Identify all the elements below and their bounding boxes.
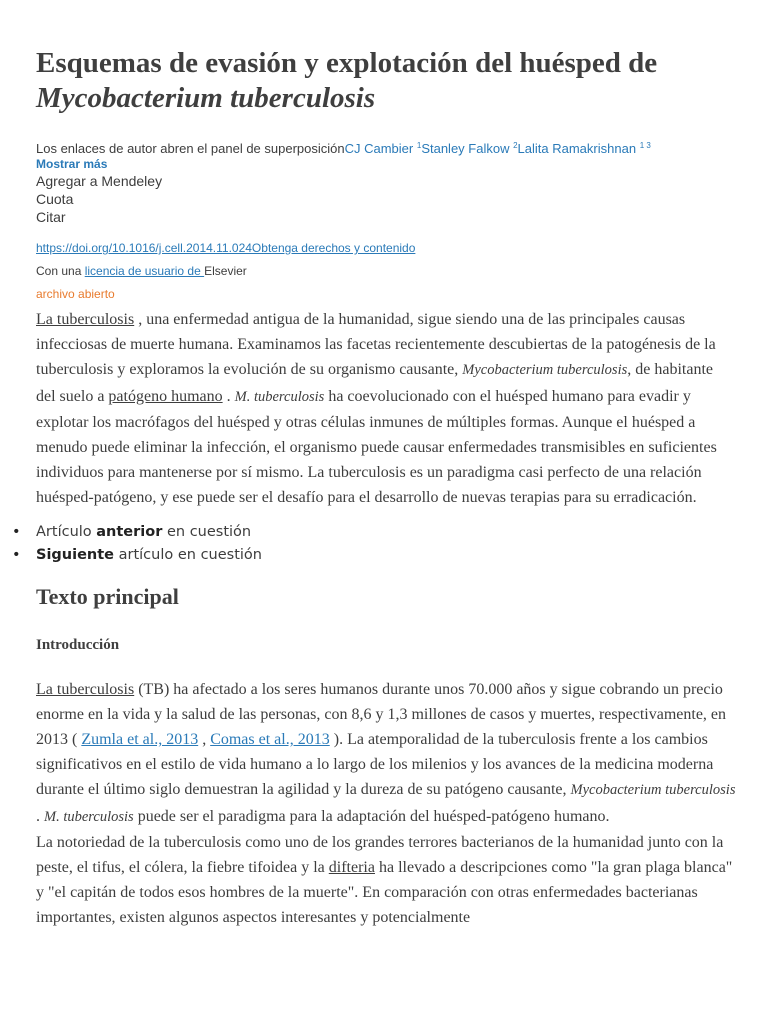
author-link-falkow[interactable]: Stanley Falkow $^2$	[421, 141, 518, 156]
cite-link[interactable]: Citar	[36, 209, 66, 225]
previous-article-link[interactable]: • Artículo anterior en cuestión	[36, 521, 738, 544]
intro-paragraph-2	[36, 830, 736, 931]
intro-text-3: .	[36, 807, 44, 825]
organism-short-name: M. tuberculosis	[234, 388, 325, 405]
intro-paragraph-1	[36, 677, 736, 830]
intro-text-4: puede ser el paradigma para la adaptación del huésped-patógeno humano.	[133, 807, 610, 825]
tuberculosis-link[interactable]: La tuberculosis	[36, 311, 135, 328]
show-more-button[interactable]: Mostrar más	[36, 157, 108, 171]
intro2-text-2: ha llevado a descripciones como "la gran plaga blanca" y "el capitán de todos esos hombres de la muerte". En comparación con otras enfermedades bacterianas importantes, existen algunos aspectos interesantes y potencialmente	[36, 859, 733, 927]
intro-text-2: ). La atemporalidad de la tuberculosis frente a los cambios significativos en el estilo de vida humano a lo largo de los milenios y los avances de la medicina moderna durante el último siglo demuestran la agilidad y la dureza de su patógeno causante,	[36, 731, 714, 799]
reference-separator: ,	[198, 731, 211, 749]
share-link[interactable]: Cuota	[36, 191, 74, 207]
next-article-link[interactable]: • Siguiente artículo en cuestión	[36, 544, 738, 567]
license-publisher: Elsevier	[204, 264, 247, 278]
reference-comas[interactable]: Comas et al., 2013	[210, 731, 330, 749]
title-text: Esquemas de evasión y explotación del huésped de	[36, 47, 658, 79]
organism-name: Mycobacterium tuberculosis	[570, 782, 736, 799]
doi-link[interactable]: https://doi.org/10.1016/j.cell.2014.11.024Obtenga derechos y contenido	[36, 241, 416, 255]
diphtheria-link[interactable]: difteria	[328, 859, 375, 877]
license-prefix: Con una	[36, 264, 85, 278]
tuberculosis-link[interactable]: La tuberculosis	[36, 680, 135, 698]
intro2-text-1: La notoriedad de la tuberculosis como uno de los grandes terrores bacterianos de la humanidad junto con la peste, el tifus, el cólera, la fiebre tifoidea y la	[36, 833, 724, 877]
abstract-text-1: , una enfermedad antigua de la humanidad, sigue siendo una de las principales causas infecciosas de muerte humana. Examinamos las facetas recientemente descubiertas de la patogénesis de la tuberculosis y exploramos la evolución de su organismo causante,	[36, 311, 716, 379]
abstract-text-2: , de habitante del suelo a	[36, 361, 713, 405]
license-line	[36, 263, 738, 279]
license-link[interactable]: licencia de usuario de	[84, 264, 205, 278]
organism-short-name: M. tuberculosis	[44, 808, 134, 825]
introduction-heading: Introducción	[36, 636, 120, 653]
add-to-mendeley-link[interactable]: Agregar a Mendeley	[36, 173, 163, 189]
open-access-badge: archivo abierto	[36, 287, 115, 301]
author-note: Los enlaces de autor abren el panel de superposición	[36, 141, 345, 156]
main-text-heading: Texto principal	[36, 583, 179, 609]
article-title	[36, 46, 716, 116]
article-actions	[36, 172, 738, 226]
intro-text-1: (TB) ha afectado a los seres humanos durante unos 70.000 años y sigue cobrando un precio enorme en la vida y la salud de las personas, con 8,6 y 1,3 millones de casos y muertes, respectivamente, en 2013 (	[36, 680, 727, 749]
issue-navigation	[36, 521, 738, 567]
author-line	[36, 138, 738, 157]
abstract-text-4: ha coevolucionado con el huésped humano para evadir y explotar los macrófagos del huésped y otras células inmunes de múltiples formas. Aunque el huésped a menudo puede eliminar la infección, el organismo puede causar enfermedades transmisibles en suficientes individuos para mantenerse por sí mismo. La tuberculosis es un paradigma casi perfecto de una relación huésped-patógeno, y ese puede ser el desafío para el desarrollo de nuevas terapias para su erradicación.	[36, 387, 717, 507]
abstract-text-3: .	[222, 387, 235, 405]
abstract-paragraph	[36, 307, 736, 511]
reference-zumla[interactable]: Zumla et al., 2013	[81, 731, 199, 749]
author-link-cambier[interactable]: CJ Cambier $^1$	[344, 141, 422, 156]
title-organism: Mycobacterium tuberculosis	[36, 82, 376, 114]
organism-name: Mycobacterium tuberculosis	[462, 362, 628, 379]
author-link-ramakrishnan[interactable]: Lalita Ramakrishnan $^{1 3}$	[517, 141, 651, 156]
human-pathogen-link[interactable]: patógeno humano	[108, 387, 223, 405]
